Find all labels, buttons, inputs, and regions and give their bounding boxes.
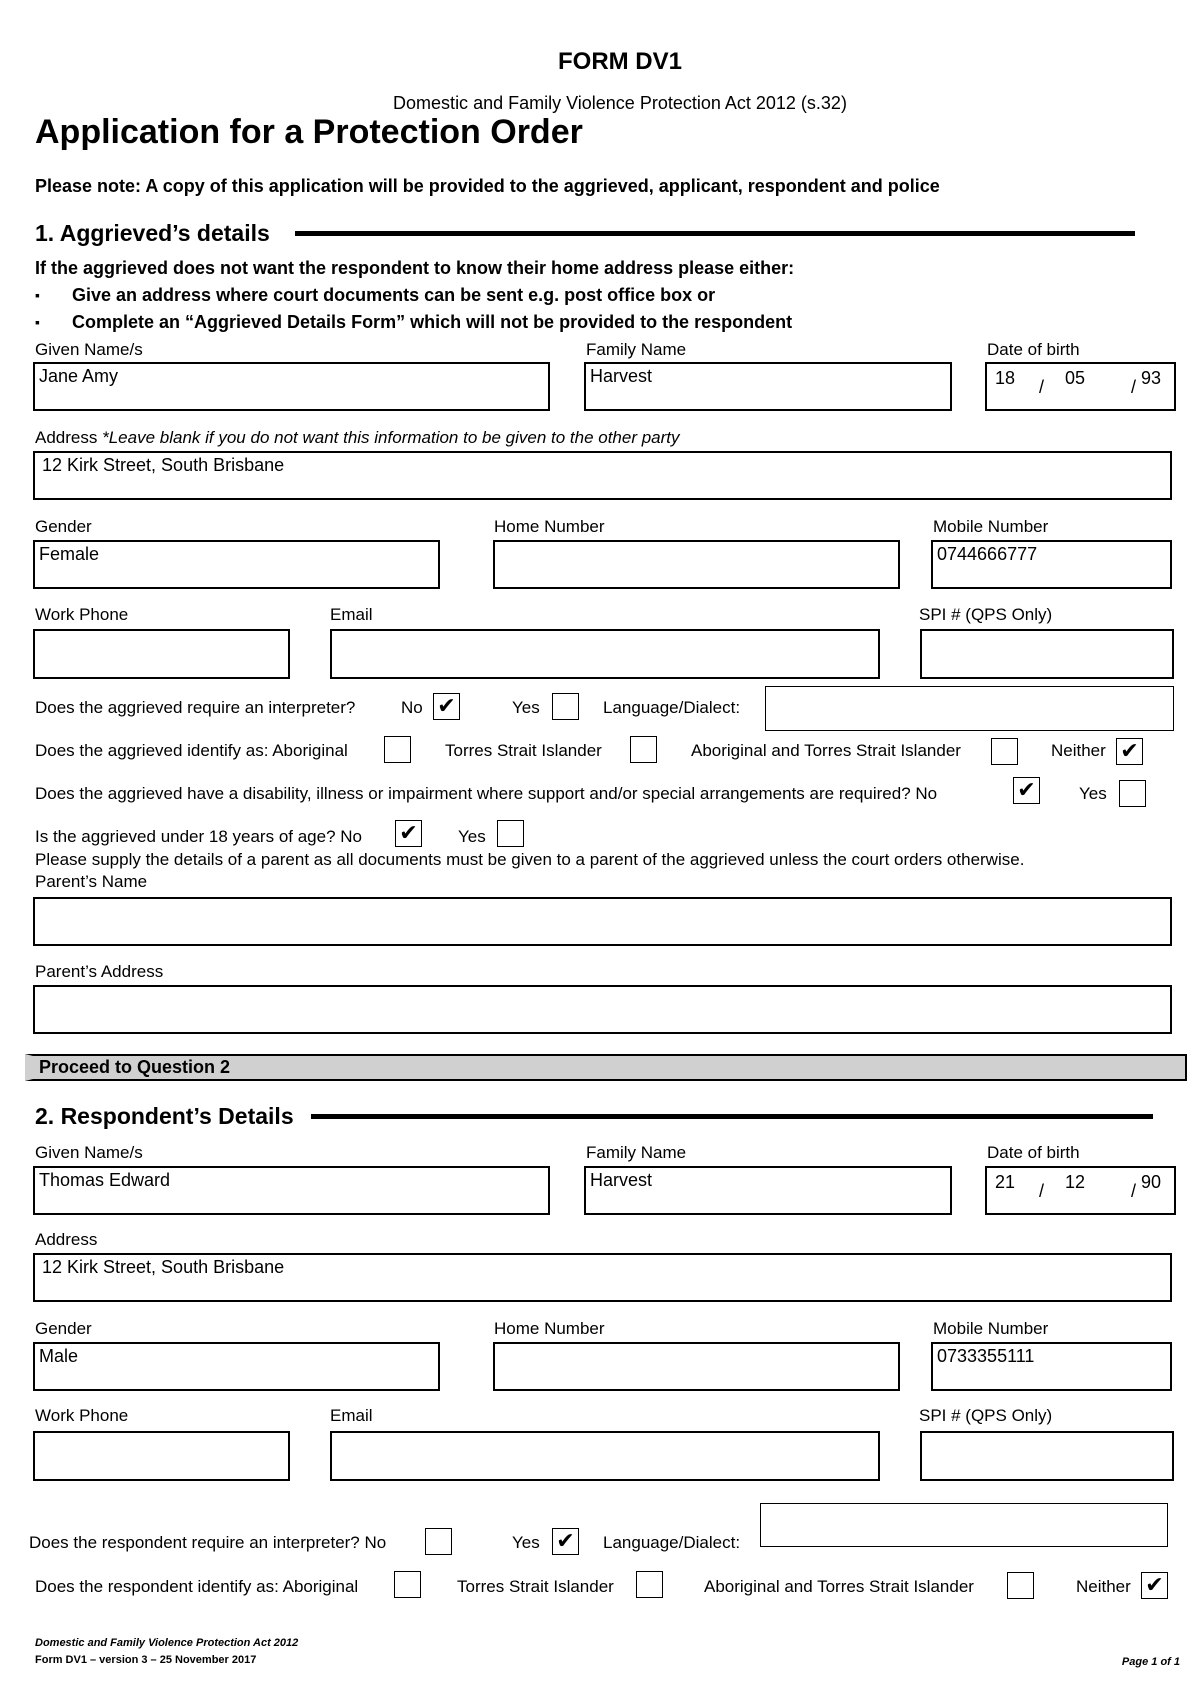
respondent-work-phone-field[interactable]	[33, 1431, 290, 1481]
given-names-label: Given Name/s	[35, 1143, 143, 1162]
interpreter-no-checkbox[interactable]: ✔	[433, 693, 460, 720]
dob-separator: /	[1039, 377, 1045, 397]
both-label: Aboriginal and Torres Strait Islander	[691, 741, 961, 760]
aggrieved-home-number-field[interactable]	[493, 540, 900, 589]
parent-name-label: Parent’s Name	[35, 872, 148, 891]
aggrieved-dob-field[interactable]	[985, 362, 1176, 411]
identify-question: Does the aggrieved identify as: Aboriginal	[35, 741, 348, 760]
under18-yes-label: Yes	[458, 827, 486, 846]
aggrieved-mobile-number-field[interactable]: 0744666777	[931, 540, 1172, 589]
section1-intro: If the aggrieved does not want the respondent to know their home address please either:	[35, 258, 795, 278]
dob-month: 05	[1065, 368, 1086, 388]
dob-day: 18	[995, 368, 1016, 388]
parent-address-field[interactable]	[33, 985, 1172, 1034]
mobile-number-label: Mobile Number	[933, 1319, 1049, 1338]
aggrieved-family-name-field[interactable]: Harvest	[584, 362, 952, 411]
respondent-language-field[interactable]	[760, 1503, 1168, 1547]
disability-no-checkbox[interactable]: ✔	[1013, 777, 1040, 804]
footer-version: Form DV1 – version 3 – 25 November 2017	[35, 1654, 257, 1666]
identify-question: Does the respondent identify as: Aboriginal	[35, 1577, 359, 1596]
both-checkbox[interactable]	[1007, 1572, 1034, 1599]
bullet-item: Complete an “Aggrieved Details Form” which will not be provided to the respondent	[72, 312, 793, 332]
dob-month: 12	[1065, 1172, 1086, 1192]
respondent-address-field[interactable]: 12 Kirk Street, South Brisbane	[33, 1253, 1172, 1302]
neither-checkbox[interactable]: ✔	[1116, 738, 1143, 765]
under18-no-checkbox[interactable]: ✔	[395, 820, 422, 847]
interpreter-no-label: No	[401, 698, 423, 717]
proceed-banner: Proceed to Question 2	[25, 1054, 1187, 1081]
gender-label: Gender	[35, 1319, 92, 1338]
form-number: FORM DV1	[557, 48, 682, 75]
neither-label: Neither	[1051, 741, 1106, 760]
interpreter-question: Does the aggrieved require an interpreter?	[35, 698, 356, 717]
copy-note: Please note: A copy of this application will be provided to the aggrieved, applicant, respondent and police	[35, 176, 940, 196]
section1-heading: 1. Aggrieved’s details	[35, 220, 270, 246]
language-label: Language/Dialect:	[603, 1533, 741, 1552]
section2-rule	[311, 1114, 1153, 1119]
tsi-checkbox[interactable]	[636, 1571, 663, 1598]
aggrieved-given-names-field[interactable]: Jane Amy	[33, 362, 550, 411]
interpreter-yes-label: Yes	[512, 698, 540, 717]
spi-label: SPI # (QPS Only)	[919, 605, 1053, 624]
neither-label: Neither	[1076, 1577, 1131, 1596]
interpreter-question: Does the respondent require an interpreter? No	[29, 1533, 387, 1552]
bullet-marker: ▪	[35, 314, 40, 330]
interpreter-yes-label: Yes	[512, 1533, 540, 1552]
family-name-label: Family Name	[586, 1143, 687, 1162]
under18-yes-checkbox[interactable]	[497, 820, 524, 847]
dob-year: 90	[1141, 1172, 1162, 1192]
dob-label: Date of birth	[987, 340, 1080, 359]
page-title: Application for a Protection Order	[35, 113, 583, 151]
aggrieved-gender-field[interactable]: Female	[33, 540, 440, 589]
respondent-gender-field[interactable]: Male	[33, 1342, 440, 1391]
address-label	[35, 428, 680, 448]
act-subtitle: Domestic and Family Violence Protection Act 2012 (s.32)	[393, 93, 847, 113]
parent-address-label: Parent’s Address	[35, 962, 164, 981]
aggrieved-spi-field[interactable]	[920, 629, 1174, 679]
home-number-label: Home Number	[494, 517, 605, 536]
respondent-family-name-field[interactable]: Harvest	[584, 1166, 952, 1215]
work-phone-label: Work Phone	[35, 605, 129, 624]
email-label: Email	[330, 1406, 373, 1425]
footer-page: Page 1 of 1	[1121, 1656, 1180, 1668]
respondent-spi-field[interactable]	[920, 1431, 1174, 1481]
tsi-label: Torres Strait Islander	[445, 741, 602, 760]
interpreter-no-checkbox[interactable]	[425, 1528, 452, 1555]
dob-day: 21	[995, 1172, 1016, 1192]
home-number-label: Home Number	[494, 1319, 605, 1338]
disability-yes-label: Yes	[1079, 784, 1107, 803]
gender-label: Gender	[35, 517, 92, 536]
neither-checkbox[interactable]: ✔	[1141, 1572, 1168, 1599]
family-name-label: Family Name	[586, 340, 687, 359]
bullet-marker: ▪	[35, 287, 40, 303]
aboriginal-checkbox[interactable]	[384, 736, 411, 763]
respondent-home-number-field[interactable]	[493, 1342, 900, 1391]
dob-separator: /	[1131, 377, 1137, 397]
dob-year: 93	[1141, 368, 1162, 388]
given-names-label: Given Name/s	[35, 340, 143, 359]
aggrieved-work-phone-field[interactable]	[33, 629, 290, 679]
language-label: Language/Dialect:	[603, 698, 741, 717]
both-label: Aboriginal and Torres Strait Islander	[704, 1577, 974, 1596]
aggrieved-address-field[interactable]: 12 Kirk Street, South Brisbane	[33, 451, 1172, 500]
footer-act: Domestic and Family Violence Protection Act 2012	[35, 1637, 299, 1649]
interpreter-yes-checkbox[interactable]: ✔	[552, 1528, 579, 1555]
email-label: Email	[330, 605, 373, 624]
dob-separator: /	[1039, 1181, 1045, 1201]
address-label-text: Address	[35, 428, 98, 447]
bullet-item: Give an address where court documents can be sent e.g. post office box or	[72, 285, 716, 305]
respondent-mobile-number-field[interactable]: 0733355111	[931, 1342, 1172, 1391]
disability-yes-checkbox[interactable]	[1119, 780, 1146, 807]
work-phone-label: Work Phone	[35, 1406, 129, 1425]
interpreter-yes-checkbox[interactable]	[552, 693, 579, 720]
section1-rule	[295, 231, 1135, 236]
respondent-email-field[interactable]	[330, 1431, 880, 1481]
tsi-label: Torres Strait Islander	[457, 1577, 614, 1596]
respondent-given-names-field[interactable]: Thomas Edward	[33, 1166, 550, 1215]
both-checkbox[interactable]	[991, 738, 1018, 765]
disability-question: Does the aggrieved have a disability, illness or impairment where support and/or special arrangements are required? No	[35, 784, 938, 803]
dob-label: Date of birth	[987, 1143, 1080, 1162]
aboriginal-checkbox[interactable]	[394, 1571, 421, 1598]
parent-name-field[interactable]	[33, 897, 1172, 946]
address-label: Address	[35, 1230, 98, 1249]
address-note: *Leave blank if you do not want this information to be given to the other party	[102, 428, 680, 447]
spi-label: SPI # (QPS Only)	[919, 1406, 1053, 1425]
aggrieved-language-field[interactable]	[765, 686, 1174, 731]
under18-question: Is the aggrieved under 18 years of age? No	[35, 827, 362, 846]
parent-note: Please supply the details of a parent as all documents must be given to a parent of the aggrieved unless the court orders otherwise.	[35, 850, 1025, 869]
respondent-dob-field[interactable]	[985, 1166, 1176, 1215]
section2-heading: 2. Respondent’s Details	[35, 1103, 294, 1129]
aggrieved-email-field[interactable]	[330, 629, 880, 679]
mobile-number-label: Mobile Number	[933, 517, 1049, 536]
dob-separator: /	[1131, 1181, 1137, 1201]
tsi-checkbox[interactable]	[630, 736, 657, 763]
